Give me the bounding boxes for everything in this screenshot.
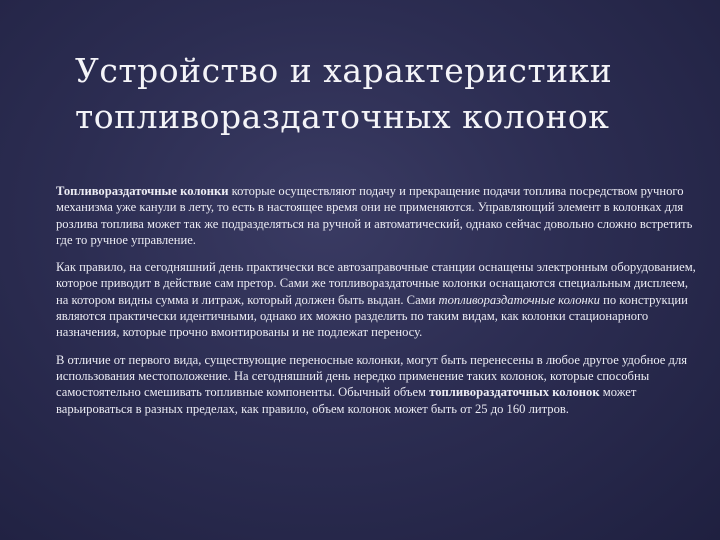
slide-title-line-1: Устройство и характеристики	[75, 51, 613, 90]
paragraph-1	[56, 183, 696, 248]
slide-title	[75, 48, 695, 140]
paragraph-3-bold-term: топливораздаточных колонок	[429, 385, 600, 400]
paragraph-2-text-before: Как правило, на сегодняшний день практически все автозаправочные станции оснащены электронным оборудованием, которое приводит в действие сам претор. Сами же топливораздаточные колонки оснащаются специальным дисплеем, на котором видны сумма и литраж, который должен быть выдан. Сами	[56, 260, 696, 307]
paragraph-3-text-before: В отличие от первого вида, существующие переносные колонки, могут быть перенесены в любое другое удобное для использования местоположение. На сегодняшний день нередко применение таких колонок, которые способны самостоятельно смешивать топливные компоненты. Обычный объем	[56, 352, 688, 400]
paragraph-2	[56, 259, 696, 340]
paragraph-3-text-after: может варьироваться в разных пределах, как правило, объем колонок может быть от 25 до 160 литров.	[56, 385, 637, 416]
paragraph-2-text-after: по конструкции являются практически идентичными, однако их можно разделить по таким видам, как колонки стационарного назначения, которые прочно вмонтированы и не подлежат переносу.	[56, 292, 688, 340]
paragraph-2-italic-term: топливораздаточные колонки	[438, 292, 600, 307]
slide-body	[56, 183, 696, 428]
paragraph-1-bold-term: Топливораздаточные колонки	[56, 184, 229, 198]
slide-title-line-2: топливораздаточных колонок	[75, 97, 610, 136]
paragraph-3	[56, 352, 696, 417]
paragraph-1-text: которые осуществляют подачу и прекращение подачи топлива посредством ручного механизма уже канули в лету, то есть в настоящее время они не применяются. Управляющий элемент в колонках для розлива топлива может так же подразделяться на ручной и автоматический, однако сейчас довольно сложно встретить где то ручное управление.	[56, 184, 693, 247]
